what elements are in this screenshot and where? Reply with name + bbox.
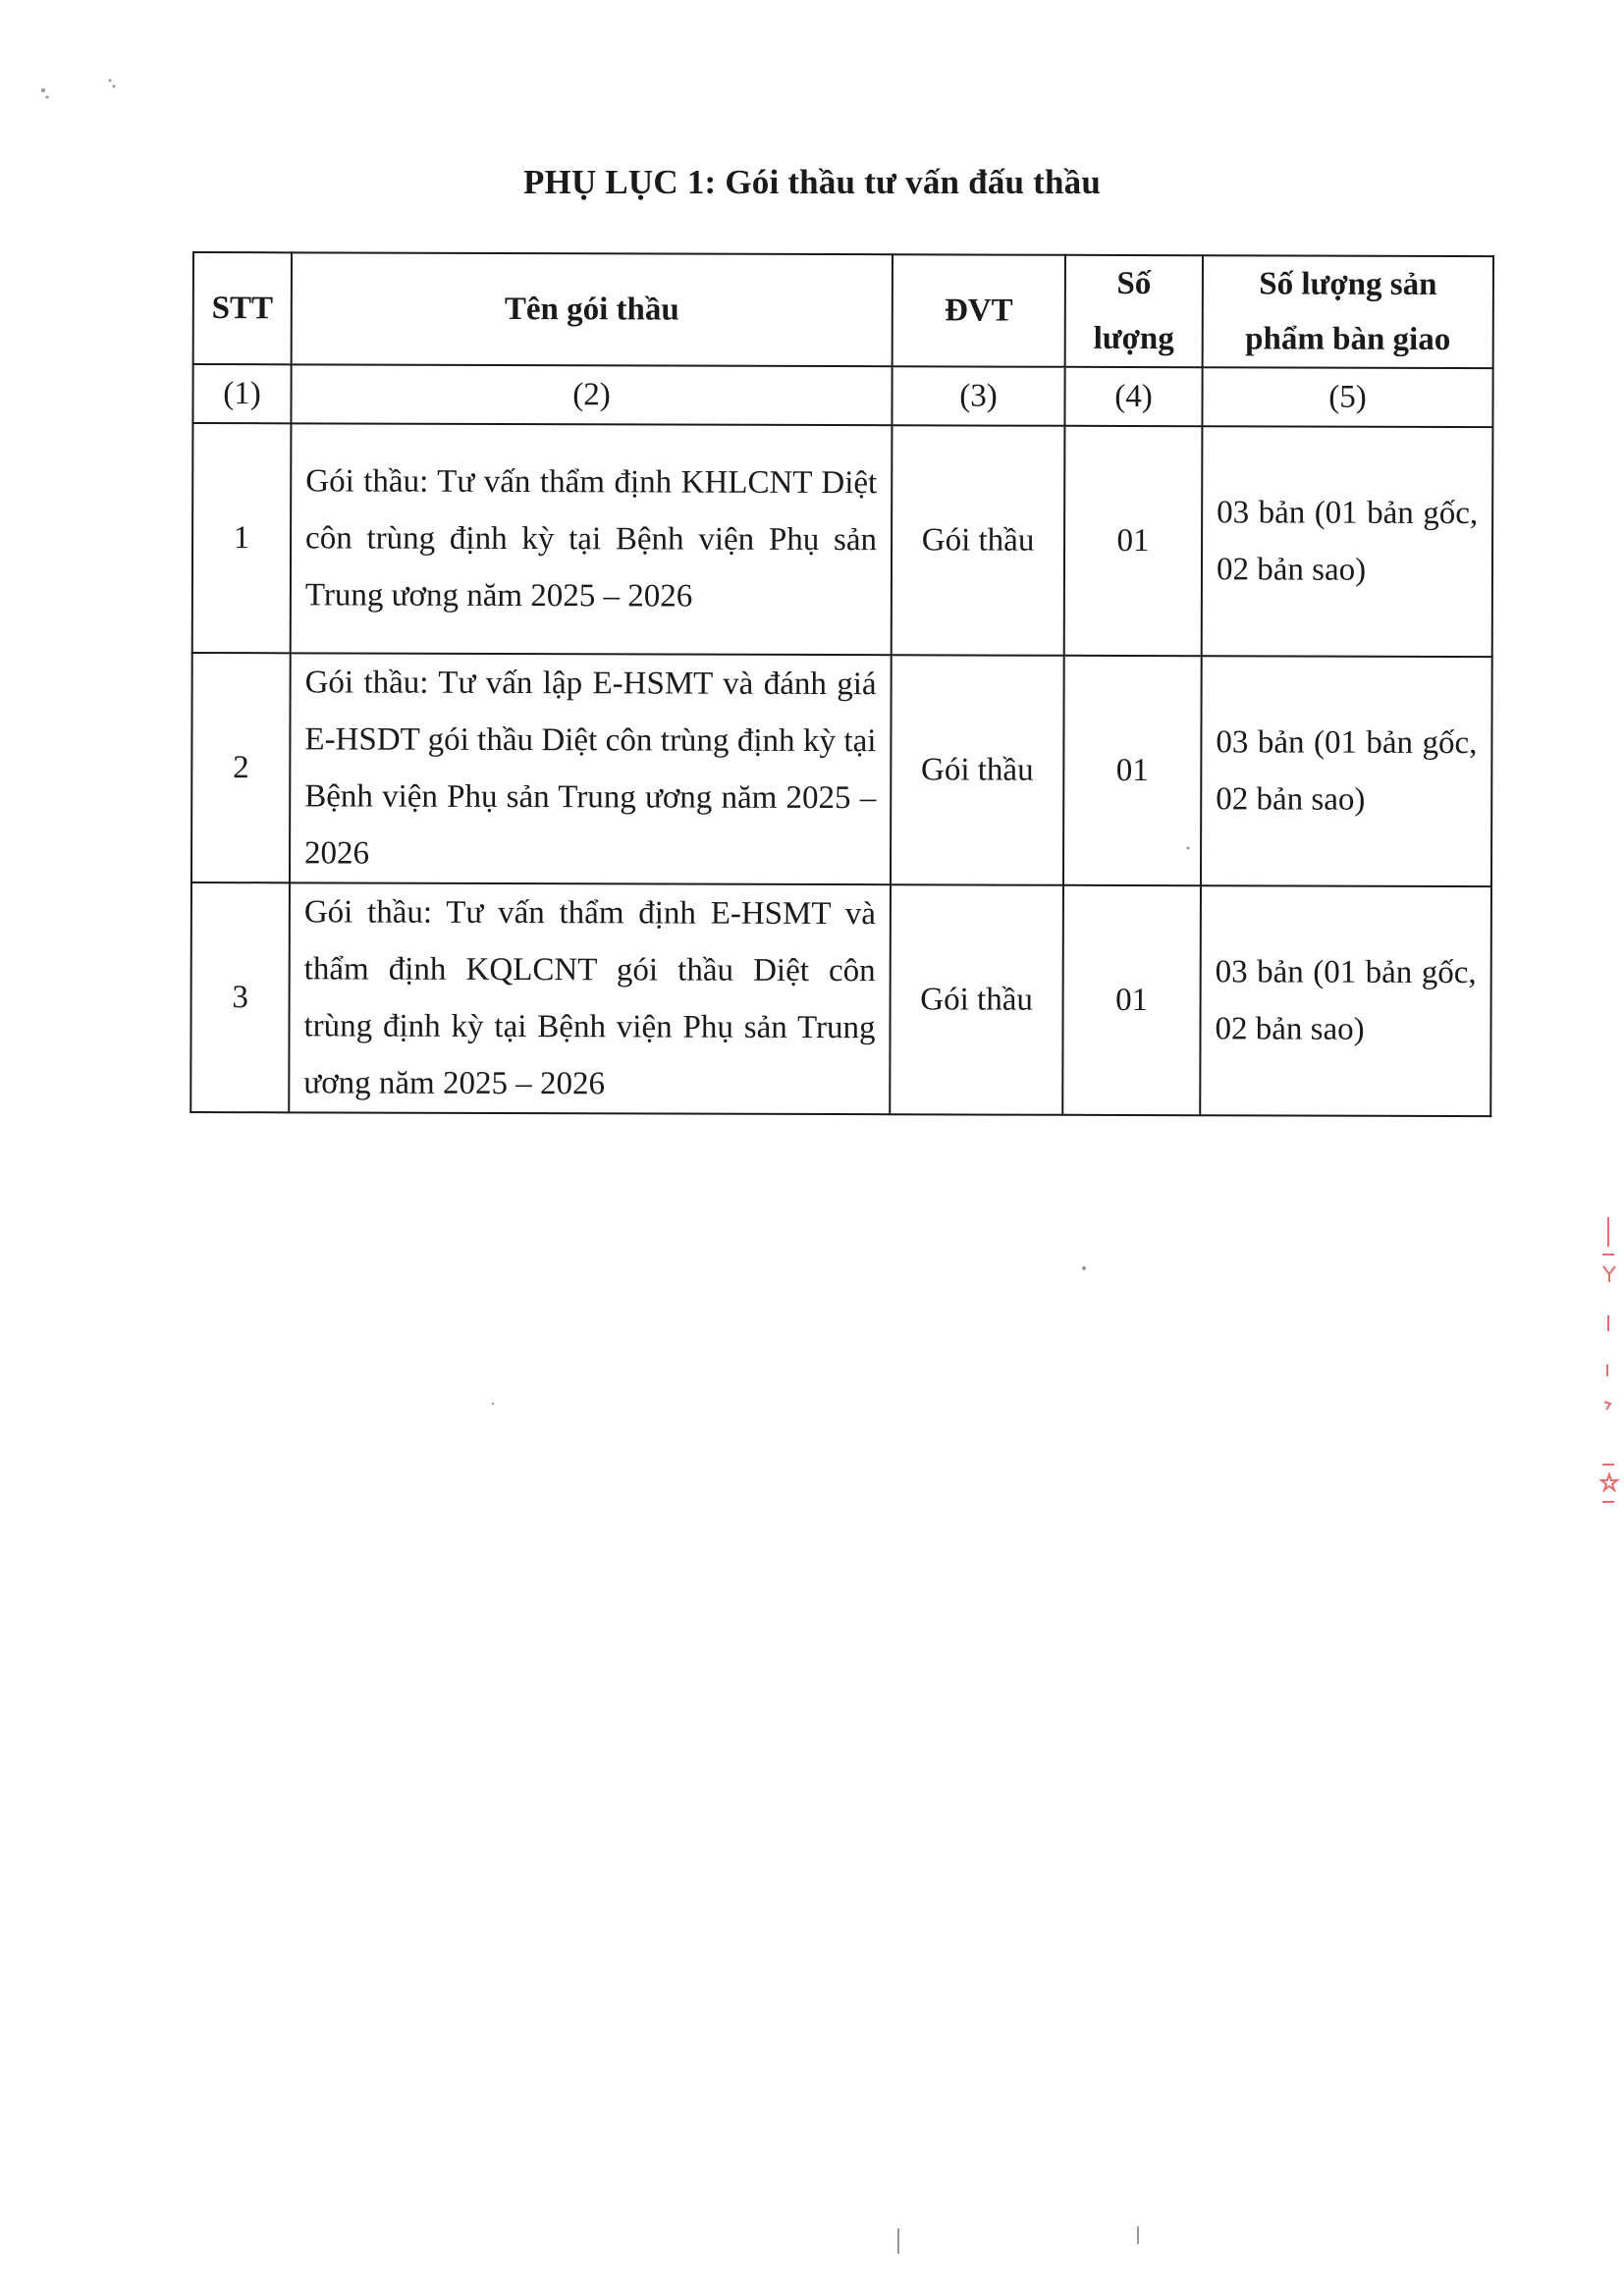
- row-deliverables: 03 bản (01 bản gốc, 02 bản sao): [1202, 426, 1493, 657]
- row-package-name: Gói thầu: Tư vấn thẩm định E-HSMT và thẩm định KQLCNT gói thầu Diệt côn trùng định kỳ tại Bệnh viện Phụ sản Trung ương năm 2025 – 2026: [289, 882, 891, 1114]
- header-package-name: Tên gói thầu: [292, 252, 893, 366]
- header-deliverables: Số lượng sản phẩm bàn giao: [1203, 255, 1493, 368]
- row-unit: Gói thầu: [892, 425, 1065, 656]
- row-package-name: Gói thầu: Tư vấn lập E-HSMT và đánh giá E-HSDT gói thầu Diệt côn trùng định kỳ tại Bệnh viện Phụ sản Trung ương năm 2025 – 2026: [290, 653, 892, 884]
- header-quantity: Số lượng: [1065, 255, 1203, 367]
- row-quantity: 01: [1064, 426, 1203, 656]
- header-stt: STT: [193, 252, 292, 364]
- row-unit: Gói thầu: [890, 884, 1063, 1115]
- row-stt: 2: [191, 653, 291, 882]
- row-stt: 3: [190, 882, 290, 1112]
- row-stt: 1: [192, 423, 292, 653]
- row-quantity: 01: [1063, 656, 1202, 885]
- row-package-name: Gói thầu: Tư vấn thẩm định KHLCNT Diệt côn trùng định kỳ tại Bệnh viện Phụ sản Trung ương năm 2025 – 2026: [291, 423, 893, 655]
- row-quantity: 01: [1062, 885, 1201, 1115]
- row-deliverables: 03 bản (01 bản gốc, 02 bản sao): [1200, 885, 1491, 1116]
- column-number: (5): [1202, 367, 1492, 427]
- column-number: (3): [892, 366, 1064, 426]
- column-number: (1): [192, 364, 291, 423]
- header-unit: ĐVT: [893, 254, 1065, 367]
- row-unit: Gói thầu: [891, 655, 1064, 885]
- page-title: PHỤ LỤC 1: Gói thầu tư vấn đấu thầu: [522, 163, 1102, 201]
- row-deliverables: 03 bản (01 bản gốc, 02 bản sao): [1201, 656, 1492, 886]
- column-number: (4): [1064, 367, 1202, 426]
- column-number: (2): [291, 364, 892, 425]
